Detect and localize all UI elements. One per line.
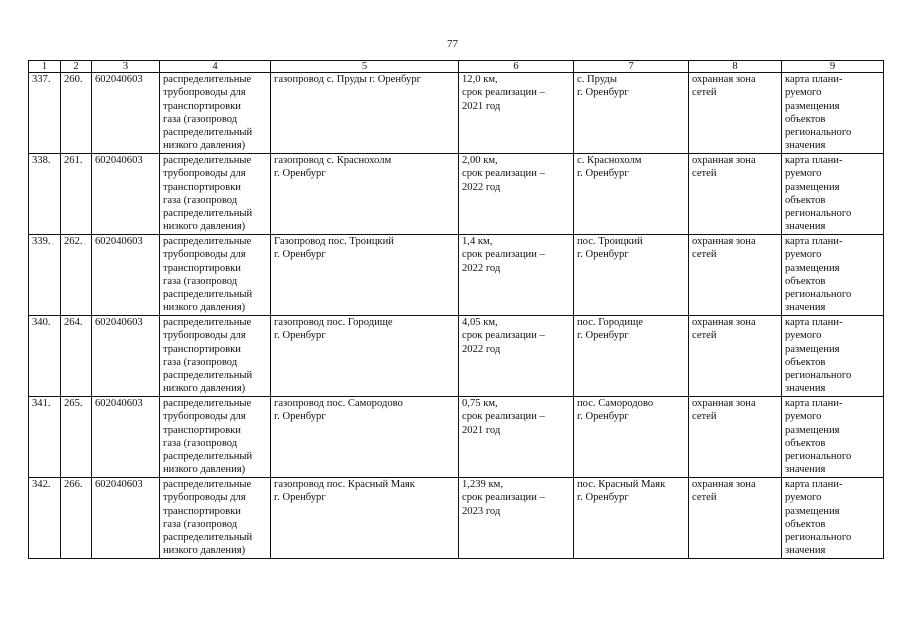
object-name: газопровод пос. Городище г. Оренбург: [271, 316, 459, 397]
table-row: [29, 235, 884, 316]
object-name: газопровод пос. Самородово г. Оренбург: [271, 397, 459, 478]
zone-type: охранная зона сетей: [689, 235, 782, 316]
row-number: 339.: [29, 235, 61, 316]
sub-number: 265.: [61, 397, 92, 478]
object-type: распределительные трубопроводы для транспортировки газа (газопровод распределительный низкого давления): [160, 478, 271, 559]
sub-number: 264.: [61, 316, 92, 397]
object-location: пос. Троицкий г. Оренбург: [574, 235, 689, 316]
object-name: газопровод пос. Красный Маяк г. Оренбург: [271, 478, 459, 559]
row-number: 337.: [29, 73, 61, 154]
object-params: 12,0 км, срок реализации – 2021 год: [459, 73, 574, 154]
object-code: 602040603: [92, 235, 160, 316]
table-body: [29, 73, 884, 559]
object-location: пос. Городище г. Оренбург: [574, 316, 689, 397]
header-cell-2: 2: [61, 61, 92, 73]
object-type: распределительные трубопроводы для транспортировки газа (газопровод распределительный низкого давления): [160, 316, 271, 397]
object-type: распределительные трубопроводы для транспортировки газа (газопровод распределительный низкого давления): [160, 397, 271, 478]
object-params: 0,75 км, срок реализации – 2021 год: [459, 397, 574, 478]
object-params: 4,05 км, срок реализации – 2022 год: [459, 316, 574, 397]
map-reference: карта плани- руемого размещения объектов регионального значения: [782, 397, 884, 478]
map-reference: карта плани- руемого размещения объектов регионального значения: [782, 478, 884, 559]
object-params: 1,239 км, срок реализации – 2023 год: [459, 478, 574, 559]
map-reference: карта плани- руемого размещения объектов регионального значения: [782, 316, 884, 397]
object-params: 1,4 км, срок реализации – 2022 год: [459, 235, 574, 316]
object-name: газопровод с. Пруды г. Оренбург: [271, 73, 459, 154]
object-type: распределительные трубопроводы для транспортировки газа (газопровод распределительный низкого давления): [160, 73, 271, 154]
table-row: [29, 154, 884, 235]
zone-type: охранная зона сетей: [689, 316, 782, 397]
object-code: 602040603: [92, 73, 160, 154]
objects-table: [28, 60, 884, 559]
table-row: [29, 73, 884, 154]
header-row: [29, 61, 884, 73]
object-name: газопровод с. Краснохолм г. Оренбург: [271, 154, 459, 235]
table-row: [29, 316, 884, 397]
header-cell-7: 7: [574, 61, 689, 73]
object-code: 602040603: [92, 478, 160, 559]
object-location: пос. Самородово г. Оренбург: [574, 397, 689, 478]
object-location: с. Пруды г. Оренбург: [574, 73, 689, 154]
row-number: 340.: [29, 316, 61, 397]
table-row: [29, 397, 884, 478]
zone-type: охранная зона сетей: [689, 478, 782, 559]
header-cell-3: 3: [92, 61, 160, 73]
object-code: 602040603: [92, 397, 160, 478]
object-code: 602040603: [92, 316, 160, 397]
object-type: распределительные трубопроводы для транспортировки газа (газопровод распределительный низкого давления): [160, 235, 271, 316]
sub-number: 261.: [61, 154, 92, 235]
table-row: [29, 478, 884, 559]
header-cell-1: 1: [29, 61, 61, 73]
page-number: 77: [447, 38, 458, 50]
header-cell-8: 8: [689, 61, 782, 73]
sub-number: 266.: [61, 478, 92, 559]
map-reference: карта плани- руемого размещения объектов регионального значения: [782, 154, 884, 235]
object-type: распределительные трубопроводы для транспортировки газа (газопровод распределительный низкого давления): [160, 154, 271, 235]
object-location: пос. Красный Маяк г. Оренбург: [574, 478, 689, 559]
row-number: 341.: [29, 397, 61, 478]
object-params: 2,00 км, срок реализации – 2022 год: [459, 154, 574, 235]
sub-number: 262.: [61, 235, 92, 316]
map-reference: карта плани- руемого размещения объектов регионального значения: [782, 73, 884, 154]
object-name: Газопровод пос. Троицкий г. Оренбург: [271, 235, 459, 316]
zone-type: охранная зона сетей: [689, 73, 782, 154]
row-number: 338.: [29, 154, 61, 235]
object-location: с. Краснохолм г. Оренбург: [574, 154, 689, 235]
object-code: 602040603: [92, 154, 160, 235]
header-cell-4: 4: [160, 61, 271, 73]
sub-number: 260.: [61, 73, 92, 154]
zone-type: охранная зона сетей: [689, 397, 782, 478]
header-cell-5: 5: [271, 61, 459, 73]
map-reference: карта плани- руемого размещения объектов регионального значения: [782, 235, 884, 316]
zone-type: охранная зона сетей: [689, 154, 782, 235]
header-cell-9: 9: [782, 61, 884, 73]
table-header: [29, 61, 884, 73]
header-cell-6: 6: [459, 61, 574, 73]
row-number: 342.: [29, 478, 61, 559]
